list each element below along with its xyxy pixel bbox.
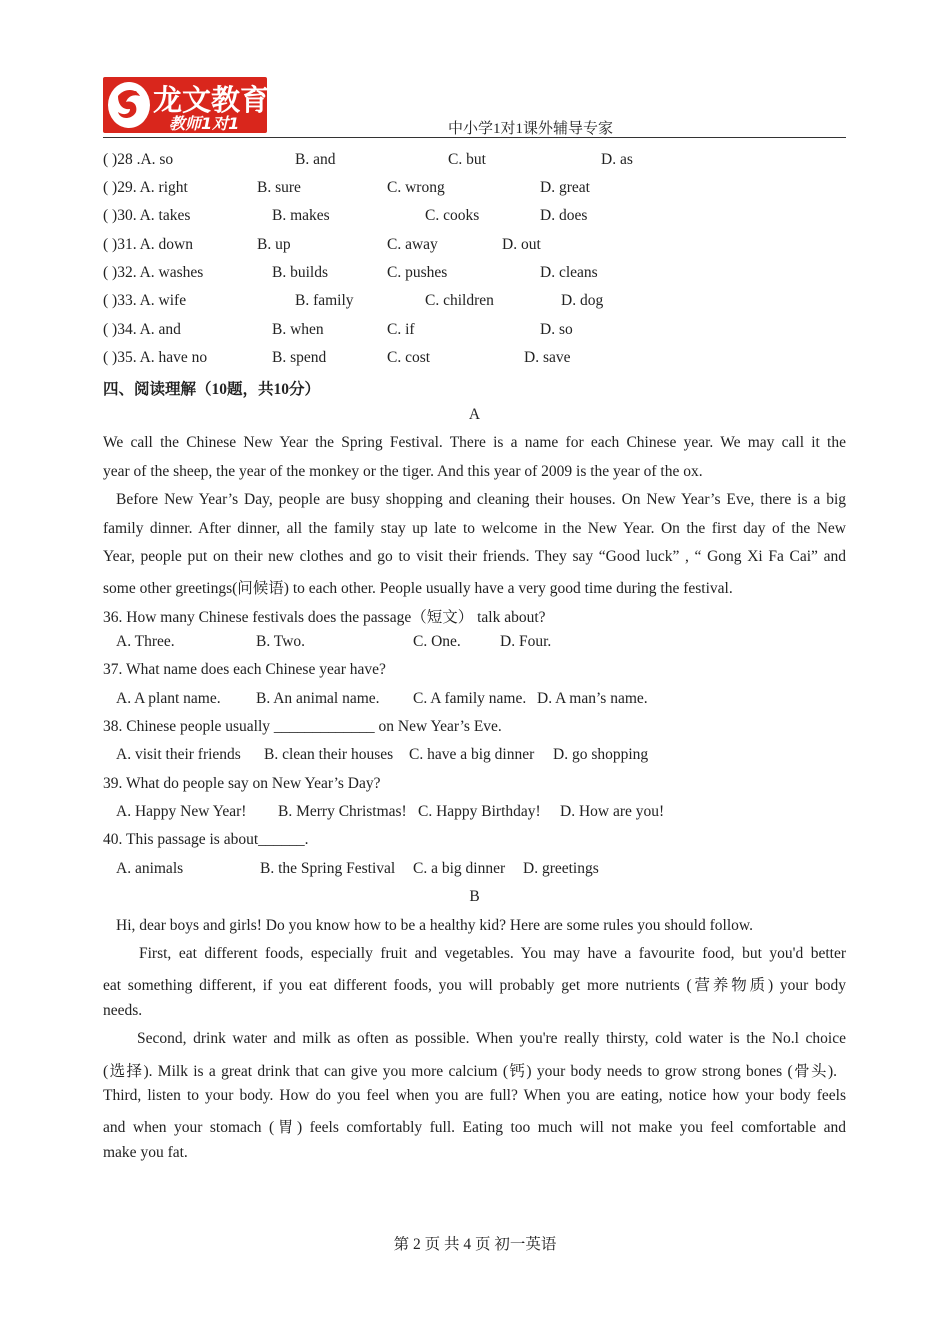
question-number: ( )28 .A. so: [103, 151, 174, 168]
passage-b-line: needs.: [103, 1002, 143, 1019]
option-c: C. children: [425, 292, 494, 309]
question-stem: 36. How many Chinese festivals does the passage（短文） talk about?: [103, 609, 546, 626]
option-d: D. go shopping: [553, 746, 649, 763]
option-c: C. One.: [413, 633, 461, 650]
header-tagline: 中小学1对1课外辅导专家: [448, 121, 614, 137]
option-b: B. builds: [272, 264, 328, 281]
question-number: ( )30. A. takes: [103, 207, 191, 224]
option-c: C. have a big dinner: [409, 746, 535, 763]
passage-b-line: make you fat.: [103, 1144, 188, 1161]
passage-a-line: Before New Year’s Day, people are busy shopping and cleaning their houses. On New Year’s Eve, there is a big: [116, 491, 846, 508]
option-a: A. Happy New Year!: [116, 803, 247, 820]
passage-b-line: (选择). Milk is a great drink that can give you more calcium (钙) your body needs to grow strong bones (骨头).: [103, 1063, 837, 1080]
question-number: ( )35. A. have no: [103, 349, 208, 366]
passage-a-line: year of the sheep, the year of the monkey or the tiger. And this year of 2009 is the year of the ox.: [103, 463, 703, 480]
passage-a-label: A: [468, 406, 481, 423]
option-c: C. pushes: [387, 264, 448, 281]
option-b: B. spend: [272, 349, 327, 366]
question-number: ( )32. A. washes: [103, 264, 204, 281]
option-c: C. cooks: [425, 207, 480, 224]
option-b: B. Two.: [256, 633, 306, 650]
passage-b-line: First, eat different foods, especially fruit and vegetables. You may have a favourite food, but you'd better: [139, 945, 846, 962]
option-b: B. family: [295, 292, 354, 309]
option-b: B. up: [257, 236, 291, 253]
option-c: C. a big dinner: [413, 860, 506, 877]
option-c: C. but: [448, 151, 486, 168]
passage-b-line: and when your stomach (胃) feels comfortably full. Eating too much will not make you feel comfortable and: [103, 1119, 846, 1136]
passage-b-line: Second, drink water and milk as often as possible. When you're really thirsty, cold water is the No.l choice: [137, 1030, 846, 1047]
option-a: A. animals: [116, 860, 184, 877]
option-c: C. A family name.: [413, 690, 527, 707]
question-stem: 40. This passage is about______.: [103, 831, 309, 848]
passage-b-line: Hi, dear boys and girls! Do you know how to be a healthy kid? Here are some rules you should follow.: [116, 917, 753, 934]
question-stem: 38. Chinese people usually _____________ on New Year’s Eve.: [103, 718, 502, 735]
section-heading: 四、阅读理解（10题，共10分）: [103, 381, 321, 398]
option-b: B. sure: [257, 179, 301, 196]
passage-b-line: eat something different, if you eat different foods, you will probably get more nutrients (营养物质) your body: [103, 977, 846, 994]
passage-b-line: Third, listen to your body. How do you feel when you are full? When you are eating, notice how your body feels: [103, 1087, 846, 1104]
option-d: D. great: [540, 179, 590, 196]
question-number: ( )31. A. down: [103, 236, 193, 253]
logo-name: 龙文教育: [153, 83, 270, 117]
question-number: ( )33. A. wife: [103, 292, 187, 309]
logo: [103, 77, 270, 133]
option-d: D. as: [601, 151, 633, 168]
question-number: ( )34. A. and: [103, 321, 181, 338]
option-b: B. clean their houses: [264, 746, 394, 763]
logo-emblem-icon: [108, 82, 150, 128]
header-divider: [103, 137, 846, 138]
question-number: ( )29. A. right: [103, 179, 188, 196]
option-c: C. cost: [387, 349, 431, 366]
option-a: A. visit their friends: [116, 746, 241, 763]
option-b: B. Merry Christmas!: [278, 803, 407, 820]
page-footer: 第 2 页 共 4 页 初一英语: [393, 1236, 557, 1253]
option-d: D. cleans: [540, 264, 598, 281]
option-b: B. when: [272, 321, 324, 338]
option-d: D. out: [502, 236, 541, 253]
option-d: D. dog: [561, 292, 604, 309]
option-d: D. greetings: [523, 860, 599, 877]
passage-b-label: B: [469, 888, 480, 905]
option-d: D. save: [524, 349, 571, 366]
option-c: C. if: [387, 321, 415, 338]
option-a: A. Three.: [116, 633, 175, 650]
logo-subtitle: 教师1对1: [169, 114, 240, 133]
passage-a-line: We call the Chinese New Year the Spring Festival. There is a name for each Chinese year. We may call it the: [103, 434, 846, 451]
option-b: B. the Spring Festival: [260, 860, 396, 877]
option-d: D. Four.: [500, 633, 552, 650]
option-c: C. wrong: [387, 179, 445, 196]
passage-a-line: family dinner. After dinner, all the family stay up late to welcome in the New Year. On the first day of the New: [103, 520, 846, 537]
question-stem: 37. What name does each Chinese year have?: [103, 661, 386, 678]
option-d: D. How are you!: [560, 803, 665, 820]
option-d: D. does: [540, 207, 588, 224]
option-c: C. away: [387, 236, 438, 253]
option-a: A. A plant name.: [116, 690, 221, 707]
option-b: B. An animal name.: [256, 690, 380, 707]
option-d: D. so: [540, 321, 573, 338]
passage-a-line: Year, people put on their new clothes and go to visit their friends. They say “Good luck” , “ Gong Xi Fa Cai” and: [103, 548, 846, 565]
passage-a-line: some other greetings(问候语) to each other. People usually have a very good time during the festival.: [103, 580, 733, 597]
question-stem: 39. What do people say on New Year’s Day?: [103, 775, 381, 792]
option-d: D. A man’s name.: [537, 690, 648, 707]
option-c: C. Happy Birthday!: [418, 803, 541, 820]
option-b: B. and: [295, 151, 336, 168]
option-b: B. makes: [272, 207, 330, 224]
